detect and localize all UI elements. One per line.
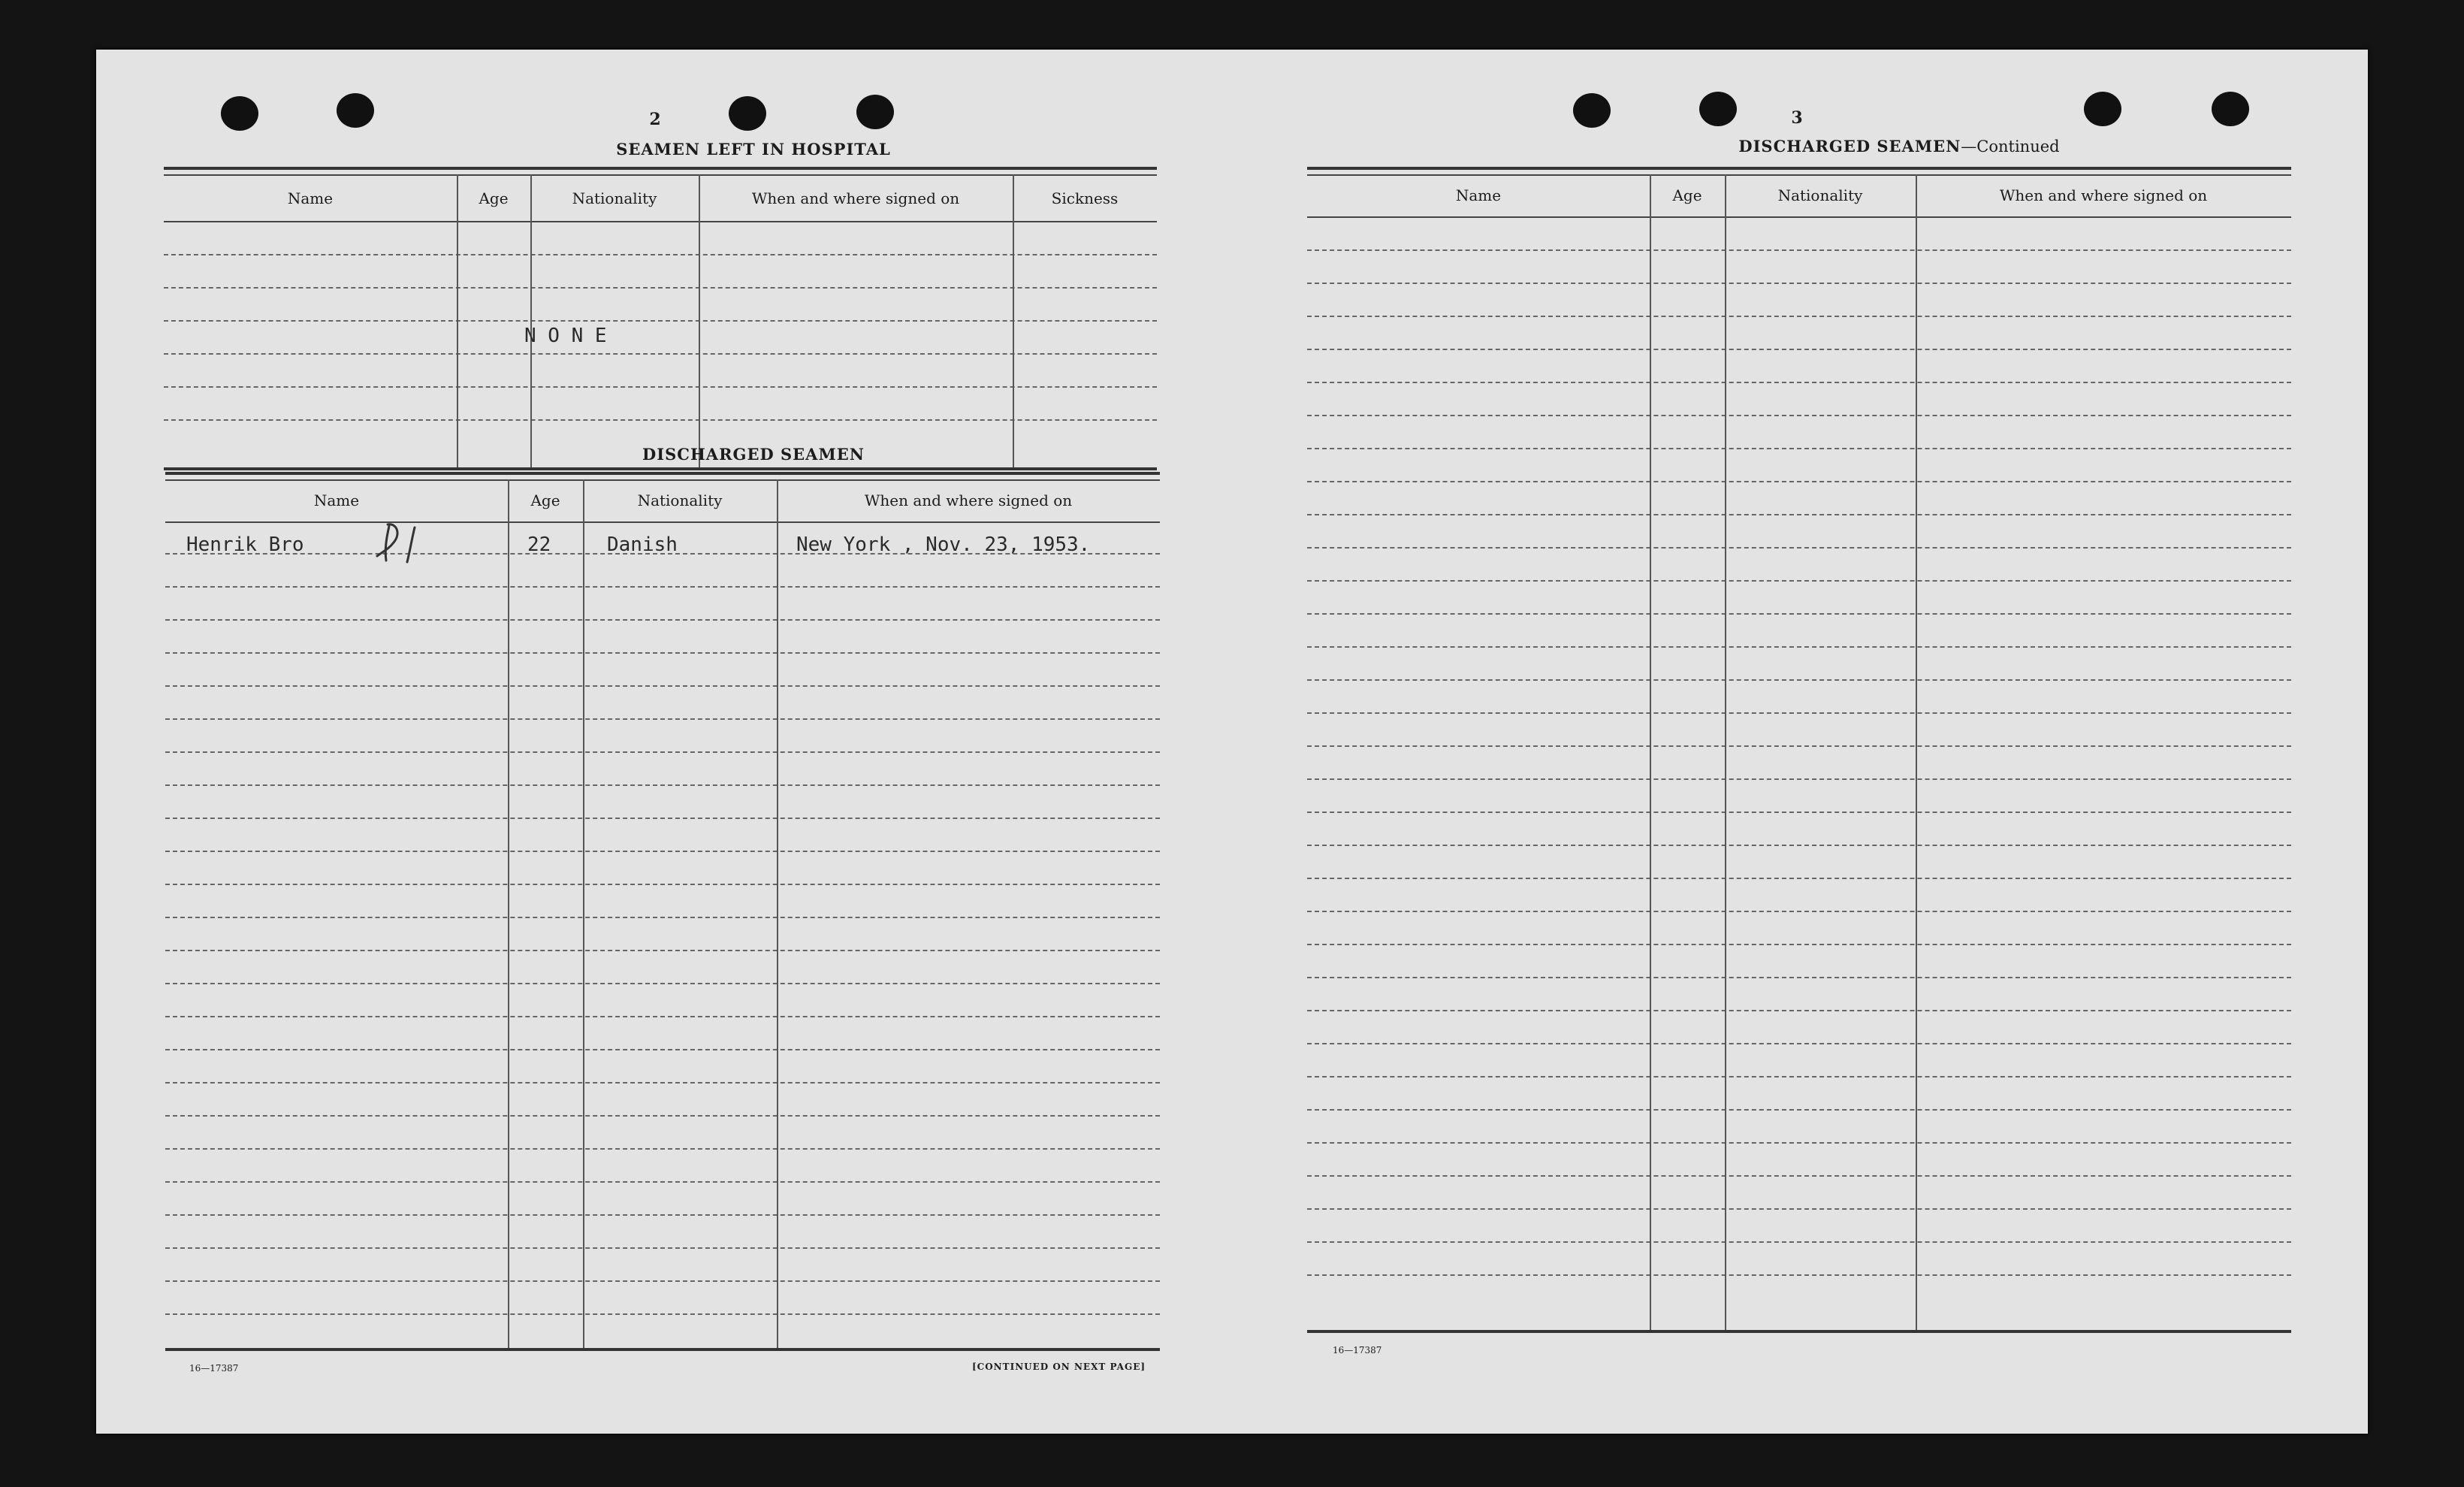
seaman-name: Henrik Bro <box>186 533 304 556</box>
hospital-header-sickness: Sickness <box>1051 189 1119 207</box>
continued-header-nationality: Nationality <box>1777 186 1863 204</box>
hospital-table <box>164 167 1157 475</box>
continued-header-signed-on: When and where signed on <box>1999 186 2208 204</box>
discharged-continued-title-main: DISCHARGED SEAMEN <box>1738 137 1961 156</box>
discharged-header-name: Name <box>313 491 360 509</box>
discharged-section-title: DISCHARGED SEAMEN <box>642 445 865 464</box>
seaman-signed-on: New York , Nov. 23, 1953. <box>796 533 1091 556</box>
hospital-header-nationality: Nationality <box>572 189 657 207</box>
page-number-left: 2 <box>649 110 661 129</box>
seaman-nationality: Danish <box>607 533 678 556</box>
hospital-header-signed-on: When and where signed on <box>751 189 960 207</box>
punch-hole <box>1699 92 1737 126</box>
hospital-header-name: Name <box>287 189 334 207</box>
punch-hole <box>729 96 766 131</box>
discharged-table <box>165 472 1160 1353</box>
continued-header-age: Age <box>1672 186 1702 204</box>
form-number-right: 16—17387 <box>1333 1345 1382 1356</box>
hospital-section-title: SEAMEN LEFT IN HOSPITAL <box>616 140 891 159</box>
hospital-none-entry: N O N E <box>524 325 607 347</box>
punch-hole <box>2084 92 2121 126</box>
discharged-continued-table <box>1307 167 2291 1339</box>
hospital-header-age: Age <box>479 189 509 207</box>
seaman-age: 22 <box>527 533 551 556</box>
form-number-left: 16—17387 <box>189 1363 239 1374</box>
discharged-continued-title-suffix: —Continued <box>1961 138 2060 156</box>
handwritten-initials <box>367 517 442 570</box>
punch-hole <box>1573 93 1611 128</box>
discharged-header-signed-on: When and where signed on <box>864 491 1073 509</box>
discharged-continued-title <box>1471 137 2327 156</box>
document-sheet <box>96 50 2368 1434</box>
punch-hole <box>337 93 374 128</box>
discharged-header-age: Age <box>530 491 560 509</box>
continued-header-name: Name <box>1455 186 1502 204</box>
page-number-right: 3 <box>1791 108 1803 128</box>
continued-note: [CONTINUED ON NEXT PAGE] <box>972 1362 1146 1372</box>
punch-hole <box>856 95 894 129</box>
punch-hole <box>2212 92 2249 126</box>
discharged-header-nationality: Nationality <box>637 491 723 509</box>
punch-hole <box>221 96 258 131</box>
